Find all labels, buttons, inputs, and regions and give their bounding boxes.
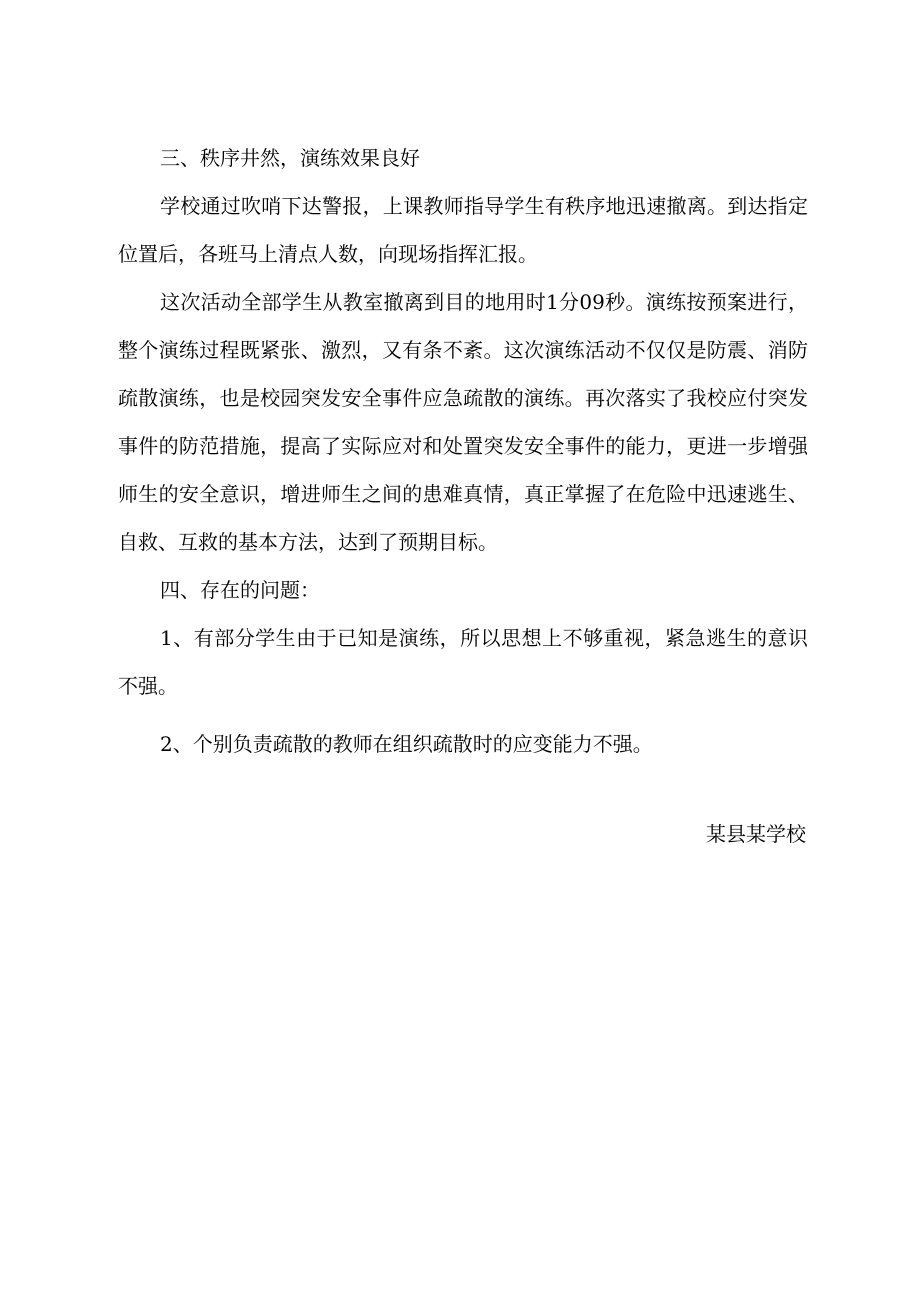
signature: 某县某学校 [706,822,806,846]
section3-heading: 三、秩序井然，演练效果良好 [160,146,420,170]
problem-item-1: 1、有部分学生由于已知是演练，所以思想上不够重视，紧急逃生的意识不强。 [118,626,808,698]
section3-paragraph-2: 这次活动全部学生从教室撤离到目的地用时1分09秒。演练按预案进行，整个演练过程既紧张、激烈，又有条不紊。这次演练活动不仅仅是防震、消防疏散演练，也是校园突发安全事件应急疏散的演练。再次落实了我校应付突发事件的防范措施，提高了实际应对和处置突发安全事件的能力，更进一步增强师生的安全意识，增进师生之间的患难真情，真正掌握了在危险中迅速逃生、自救、互救的基本方法，达到了预期目标。 [118,290,808,554]
section4-heading: 四、存在的问题： [160,578,320,602]
problem-item-2: 2、个别负责疏散的教师在组织疏散时的应变能力不强。 [160,732,653,756]
section3-paragraph-1: 学校通过吹哨下达警报，上课教师指导学生有秩序地迅速撤离。到达指定位置后，各班马上清点人数，向现场指挥汇报。 [118,194,808,266]
